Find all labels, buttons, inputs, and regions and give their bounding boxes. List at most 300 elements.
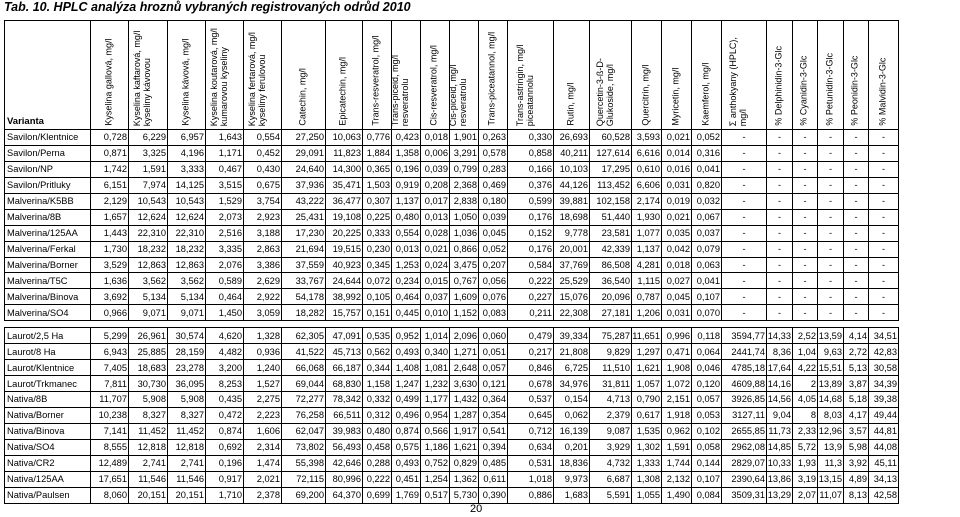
value-cell: -	[869, 193, 899, 209]
value-cell: -	[722, 305, 767, 321]
value-cell: 1,93	[793, 455, 818, 471]
value-cell: 1,930	[632, 209, 662, 225]
value-cell: 1,527	[244, 376, 282, 392]
value-cell: 31,811	[590, 376, 632, 392]
value-cell: 0,230	[363, 241, 392, 257]
column-header-label: Kyselina koutarová, mg/l kumarovou kyseliny	[208, 27, 228, 126]
value-cell: 1,683	[554, 487, 590, 503]
value-cell: 47,091	[326, 328, 363, 344]
value-cell: 0,445	[392, 305, 421, 321]
value-cell: 2	[793, 376, 818, 392]
variety-cell: Nativa/CR2	[5, 455, 91, 471]
value-cell: 3,630	[450, 376, 479, 392]
value-cell: 1,186	[421, 439, 450, 455]
value-cell: 20,151	[129, 487, 168, 503]
value-cell: 14,56	[767, 392, 793, 408]
value-cell: 0,041	[692, 273, 722, 289]
value-cell: 1,490	[662, 487, 692, 503]
column-header-label: Epicatechin, mg/l	[337, 57, 348, 126]
value-cell: 0,052	[692, 130, 722, 146]
value-cell: 18,683	[129, 360, 168, 376]
value-cell: 3,692	[91, 289, 129, 305]
value-cell: 33,767	[282, 273, 326, 289]
value-cell: 42,339	[590, 241, 632, 257]
value-cell: 19,515	[326, 241, 363, 257]
value-cell: 0,344	[363, 360, 392, 376]
value-cell: 4,713	[590, 392, 632, 408]
value-cell: 1,529	[206, 193, 244, 209]
value-cell: 21,694	[282, 241, 326, 257]
value-cell: 1,769	[392, 487, 421, 503]
value-cell: 0,052	[479, 241, 508, 257]
value-cell: 26,693	[554, 130, 590, 146]
value-cell: 12,624	[129, 209, 168, 225]
value-cell: 0,263	[479, 130, 508, 146]
value-cell: 11,546	[129, 471, 168, 487]
value-cell: 11,452	[129, 423, 168, 439]
variety-cell: Malverina/Binova	[5, 289, 91, 305]
value-cell: 36,095	[168, 376, 206, 392]
value-cell: 0,196	[392, 161, 421, 177]
value-cell: 0,031	[662, 177, 692, 193]
value-cell: -	[818, 193, 844, 209]
value-cell: 0,962	[662, 423, 692, 439]
value-cell: 0,472	[206, 407, 244, 423]
value-cell: 2,838	[450, 193, 479, 209]
value-cell: -	[767, 177, 793, 193]
value-cell: 1,137	[392, 193, 421, 209]
value-cell: 11,73	[767, 423, 793, 439]
value-cell: 0,562	[363, 344, 392, 360]
value-cell: 0,333	[363, 225, 392, 241]
value-cell: 17,295	[590, 161, 632, 177]
value-cell: -	[722, 145, 767, 161]
value-cell: 21,808	[554, 344, 590, 360]
variety-cell: Savilon/Pritluky	[5, 177, 91, 193]
value-cell: 0,018	[421, 130, 450, 146]
value-cell: 1,302	[632, 439, 662, 455]
table-row	[5, 257, 899, 273]
value-cell: 35,471	[326, 177, 363, 193]
value-cell: 0,479	[508, 328, 554, 344]
column-header-label: Cis-piceid, mg/l resveratrolu	[447, 64, 468, 126]
table-row	[5, 344, 899, 360]
value-cell: 4,22	[793, 360, 818, 376]
value-cell: 0,345	[363, 257, 392, 273]
value-cell: 56,493	[326, 439, 363, 455]
value-cell: 44,08	[869, 439, 899, 455]
value-cell: 1,04	[793, 344, 818, 360]
value-cell: 13,9	[818, 439, 844, 455]
value-cell: 0,469	[479, 177, 508, 193]
header-row	[5, 21, 899, 130]
table-title: Tab. 10. HPLC analýza hroznů vybraných registrovaných odrůd 2010	[4, 0, 411, 14]
value-cell: 0,083	[479, 305, 508, 321]
value-cell: 8,36	[767, 344, 793, 360]
column-header-label: Kyselina fertarová, mg/l kyseliny ferulovou	[246, 31, 266, 126]
value-cell: 1,432	[450, 392, 479, 408]
value-cell: 54,178	[282, 289, 326, 305]
value-cell: 66,187	[326, 360, 363, 376]
value-cell: 1,297	[632, 344, 662, 360]
value-cell: 0,079	[692, 241, 722, 257]
column-header-label: Kaemferol, mg/l	[699, 62, 710, 126]
value-cell: -	[793, 241, 818, 257]
value-cell: -	[767, 257, 793, 273]
table-row	[5, 130, 899, 146]
value-cell: 34,13	[869, 471, 899, 487]
value-cell: 3,562	[129, 273, 168, 289]
value-cell: 72,277	[282, 392, 326, 408]
value-cell: 27,181	[590, 305, 632, 321]
value-cell: 0,144	[692, 455, 722, 471]
value-cell: 0,042	[662, 241, 692, 257]
value-cell: 0,316	[692, 145, 722, 161]
table-row	[5, 289, 899, 305]
value-cell: -	[869, 273, 899, 289]
value-cell: 3,929	[590, 439, 632, 455]
value-cell: 0,015	[421, 273, 450, 289]
value-cell: 69,044	[282, 376, 326, 392]
value-cell: 11,452	[168, 423, 206, 439]
value-cell: 3,515	[206, 177, 244, 193]
value-cell: -	[869, 161, 899, 177]
value-cell: 8	[793, 407, 818, 423]
value-cell: 1,591	[662, 439, 692, 455]
value-cell: -	[767, 193, 793, 209]
column-header-label: % Malvidin-3-Glc	[876, 57, 887, 126]
value-cell: 11,07	[818, 487, 844, 503]
value-cell: 3,475	[450, 257, 479, 273]
value-cell: 0,107	[692, 289, 722, 305]
value-cell: 12,863	[168, 257, 206, 273]
value-cell: 0,712	[508, 423, 554, 439]
value-cell: 2,741	[168, 455, 206, 471]
value-cell: -	[793, 289, 818, 305]
value-cell: 19,108	[326, 209, 363, 225]
hplc-table	[4, 20, 899, 504]
value-cell: 0,954	[421, 407, 450, 423]
column-header-label: Cis-resveratrol, mg/l	[428, 45, 439, 126]
value-cell: 0,021	[662, 209, 692, 225]
value-cell: 2,076	[206, 257, 244, 273]
variety-cell: Laurot/Trkmanec	[5, 376, 91, 392]
value-cell: 4,732	[590, 455, 632, 471]
value-cell: 2,073	[206, 209, 244, 225]
value-cell: 1,443	[91, 225, 129, 241]
value-cell: 1,287	[450, 407, 479, 423]
column-header	[282, 21, 326, 130]
value-cell: 0,787	[632, 289, 662, 305]
value-cell: 25,885	[129, 344, 168, 360]
value-cell: 5,299	[91, 328, 129, 344]
value-cell: 1,254	[421, 471, 450, 487]
value-cell: 0,072	[363, 273, 392, 289]
value-cell: 0,952	[392, 328, 421, 344]
value-cell: 5,730	[450, 487, 479, 503]
value-cell: 1,744	[662, 455, 692, 471]
value-cell: 5,908	[168, 392, 206, 408]
value-cell: 37,769	[554, 257, 590, 273]
value-cell: -	[767, 241, 793, 257]
value-cell: 5,13	[844, 360, 869, 376]
value-cell: 2962,08	[722, 439, 767, 455]
value-cell: 34,51	[869, 328, 899, 344]
value-cell: -	[844, 257, 869, 273]
value-cell: 0,064	[692, 344, 722, 360]
value-cell: 22,310	[168, 225, 206, 241]
value-cell: 0,678	[508, 376, 554, 392]
column-header-label: Kyselina kávová, mg/l	[179, 38, 190, 126]
value-cell: 0,578	[479, 145, 508, 161]
table-row	[5, 360, 899, 376]
value-cell: 2,516	[206, 225, 244, 241]
value-cell: 2,096	[450, 328, 479, 344]
value-cell: 0,430	[244, 161, 282, 177]
value-cell: 0,435	[206, 392, 244, 408]
value-cell: -	[869, 130, 899, 146]
value-cell: 0,021	[662, 130, 692, 146]
value-cell: 14,85	[767, 439, 793, 455]
value-cell: 1,081	[421, 360, 450, 376]
value-cell: 0,225	[363, 209, 392, 225]
value-cell: -	[767, 225, 793, 241]
value-cell: 37,936	[282, 177, 326, 193]
value-cell: 0,019	[662, 193, 692, 209]
value-cell: 1,253	[392, 257, 421, 273]
value-cell: 39,38	[869, 392, 899, 408]
value-cell: 1,232	[421, 376, 450, 392]
value-cell: 0,493	[392, 455, 421, 471]
variety-cell: Malverina/8B	[5, 209, 91, 225]
value-cell: 64,370	[326, 487, 363, 503]
value-cell: 2,379	[590, 407, 632, 423]
value-cell: 9,087	[590, 423, 632, 439]
value-cell: 1,057	[632, 376, 662, 392]
value-cell: 72,115	[282, 471, 326, 487]
value-cell: 1,072	[662, 376, 692, 392]
value-cell: 0,493	[392, 344, 421, 360]
value-cell: 62,047	[282, 423, 326, 439]
value-cell: 39,881	[554, 193, 590, 209]
column-header	[421, 21, 450, 130]
value-cell: -	[722, 241, 767, 257]
value-cell: 10,238	[91, 407, 129, 423]
value-cell: 8,03	[818, 407, 844, 423]
value-cell: 13,89	[818, 376, 844, 392]
value-cell: 2,33	[793, 423, 818, 439]
value-cell: 3,059	[244, 305, 282, 321]
value-cell: 1,884	[363, 145, 392, 161]
value-cell: 0,076	[479, 289, 508, 305]
value-cell: 2,368	[450, 177, 479, 193]
value-cell: 0,039	[479, 209, 508, 225]
variety-cell: Savilon/NP	[5, 161, 91, 177]
value-cell: 0,886	[508, 487, 554, 503]
value-cell: 1,901	[450, 130, 479, 146]
value-cell: 9,63	[818, 344, 844, 360]
value-cell: 3,188	[244, 225, 282, 241]
value-cell: 14,300	[326, 161, 363, 177]
value-cell: 24,644	[326, 273, 363, 289]
value-cell: 4,14	[844, 328, 869, 344]
value-cell: 9,071	[168, 305, 206, 321]
value-cell: 3,325	[129, 145, 168, 161]
value-cell: 0,014	[662, 145, 692, 161]
column-header-label: Trans-resveratrol, mg/l	[370, 35, 381, 126]
value-cell: 4,17	[844, 407, 869, 423]
column-header-label: Trans-astringin, mg/l piceatannolu	[514, 44, 534, 126]
variety-cell: Laurot/Klentnice	[5, 360, 91, 376]
value-cell: 0,056	[479, 273, 508, 289]
column-header	[793, 21, 818, 130]
value-cell: 1,206	[632, 305, 662, 321]
value-cell: 11,546	[168, 471, 206, 487]
value-cell: 3,529	[91, 257, 129, 273]
value-cell: 39,334	[554, 328, 590, 344]
value-cell: 1,503	[363, 177, 392, 193]
value-cell: 0,120	[692, 376, 722, 392]
value-cell: 4,89	[844, 471, 869, 487]
value-cell: 18,282	[282, 305, 326, 321]
column-header	[508, 21, 554, 130]
value-cell: -	[793, 257, 818, 273]
value-cell: 0,820	[692, 177, 722, 193]
value-cell: 1,918	[662, 407, 692, 423]
value-cell: 0,617	[632, 407, 662, 423]
value-cell: -	[818, 289, 844, 305]
value-cell: 2390,64	[722, 471, 767, 487]
value-cell: 0,006	[421, 145, 450, 161]
value-cell: -	[869, 305, 899, 321]
value-cell: 5,591	[590, 487, 632, 503]
value-cell: 0,675	[244, 177, 282, 193]
value-cell: 7,811	[91, 376, 129, 392]
column-header	[244, 21, 282, 130]
table-row	[5, 305, 899, 321]
value-cell: 68,830	[326, 376, 363, 392]
value-cell: 0,829	[450, 455, 479, 471]
value-cell: 8,060	[91, 487, 129, 503]
value-cell: 0,211	[508, 305, 554, 321]
value-cell: 5,134	[129, 289, 168, 305]
value-cell: -	[793, 209, 818, 225]
value-cell: 12,96	[818, 423, 844, 439]
value-cell: -	[844, 225, 869, 241]
value-cell: 0,031	[662, 305, 692, 321]
value-cell: 1,333	[632, 455, 662, 471]
column-header-label: Σ anthokyany (HPLC), mg/l	[727, 36, 748, 126]
value-cell: 0,028	[421, 225, 450, 241]
variety-cell: Nativa/Borner	[5, 407, 91, 423]
column-header-label: % Cyanidin-3-Glc	[798, 55, 809, 126]
value-cell: 1,177	[421, 392, 450, 408]
value-cell: -	[722, 273, 767, 289]
value-cell: 12,624	[168, 209, 206, 225]
value-cell: 1,158	[363, 376, 392, 392]
value-cell: 1,606	[244, 423, 282, 439]
column-header-label: Quercitrin, mg/l	[639, 64, 650, 126]
value-cell: 36,477	[326, 193, 363, 209]
value-cell: 13,59	[818, 328, 844, 344]
value-cell: -	[818, 273, 844, 289]
value-cell: 1,621	[632, 360, 662, 376]
value-cell: 2655,85	[722, 423, 767, 439]
value-cell: 17,230	[282, 225, 326, 241]
value-cell: 0,207	[479, 257, 508, 273]
value-cell: 10,543	[129, 193, 168, 209]
value-cell: 4,281	[632, 257, 662, 273]
value-cell: 1,408	[392, 360, 421, 376]
variety-cell: Malverina/Ferkal	[5, 241, 91, 257]
value-cell: 0,452	[244, 145, 282, 161]
value-cell: 73,802	[282, 439, 326, 455]
value-cell: -	[844, 305, 869, 321]
table-row	[5, 193, 899, 209]
value-cell: 0,390	[479, 487, 508, 503]
value-cell: 24,640	[282, 161, 326, 177]
variety-cell: Nativa/Binova	[5, 423, 91, 439]
value-cell: 22,308	[554, 305, 590, 321]
value-cell: 22,310	[129, 225, 168, 241]
table-row	[5, 376, 899, 392]
column-header	[91, 21, 129, 130]
value-cell: 11,651	[632, 328, 662, 344]
variety-cell: Savilon/Klentnice	[5, 130, 91, 146]
value-cell: 0,201	[554, 439, 590, 455]
value-cell: 1,591	[129, 161, 168, 177]
value-cell: 1,636	[91, 273, 129, 289]
value-cell: 2,275	[244, 392, 282, 408]
value-cell: 0,227	[508, 289, 554, 305]
value-cell: 1,018	[508, 471, 554, 487]
value-cell: -	[818, 225, 844, 241]
value-cell: 1,308	[632, 471, 662, 487]
variety-cell: Malverina/T5C	[5, 273, 91, 289]
value-cell: 6,957	[168, 130, 206, 146]
value-cell: -	[767, 209, 793, 225]
value-cell: 0,084	[692, 487, 722, 503]
value-cell: -	[844, 145, 869, 161]
value-cell: 1,643	[206, 130, 244, 146]
value-cell: 0,032	[692, 193, 722, 209]
column-header	[869, 21, 899, 130]
value-cell: 20,001	[554, 241, 590, 257]
value-cell: 6,151	[91, 177, 129, 193]
value-cell: 0,471	[662, 344, 692, 360]
value-cell: 0,728	[91, 130, 129, 146]
value-cell: 1,137	[632, 241, 662, 257]
value-cell: 3,386	[244, 257, 282, 273]
column-header-label: Rutin, mg/l	[564, 82, 575, 126]
value-cell: 2,922	[244, 289, 282, 305]
column-header	[767, 21, 793, 130]
column-header	[722, 21, 767, 130]
table-row	[5, 273, 899, 289]
value-cell: 0,046	[692, 360, 722, 376]
value-cell: 0,537	[508, 392, 554, 408]
value-cell: 2,923	[244, 209, 282, 225]
table-row	[5, 439, 899, 455]
value-cell: 0,332	[363, 392, 392, 408]
value-cell: 5,72	[793, 439, 818, 455]
table-row	[5, 241, 899, 257]
column-header	[692, 21, 722, 130]
value-cell: 0,024	[421, 257, 450, 273]
value-cell: 0,871	[91, 145, 129, 161]
value-cell: 0,874	[206, 423, 244, 439]
value-cell: 0,752	[421, 455, 450, 471]
